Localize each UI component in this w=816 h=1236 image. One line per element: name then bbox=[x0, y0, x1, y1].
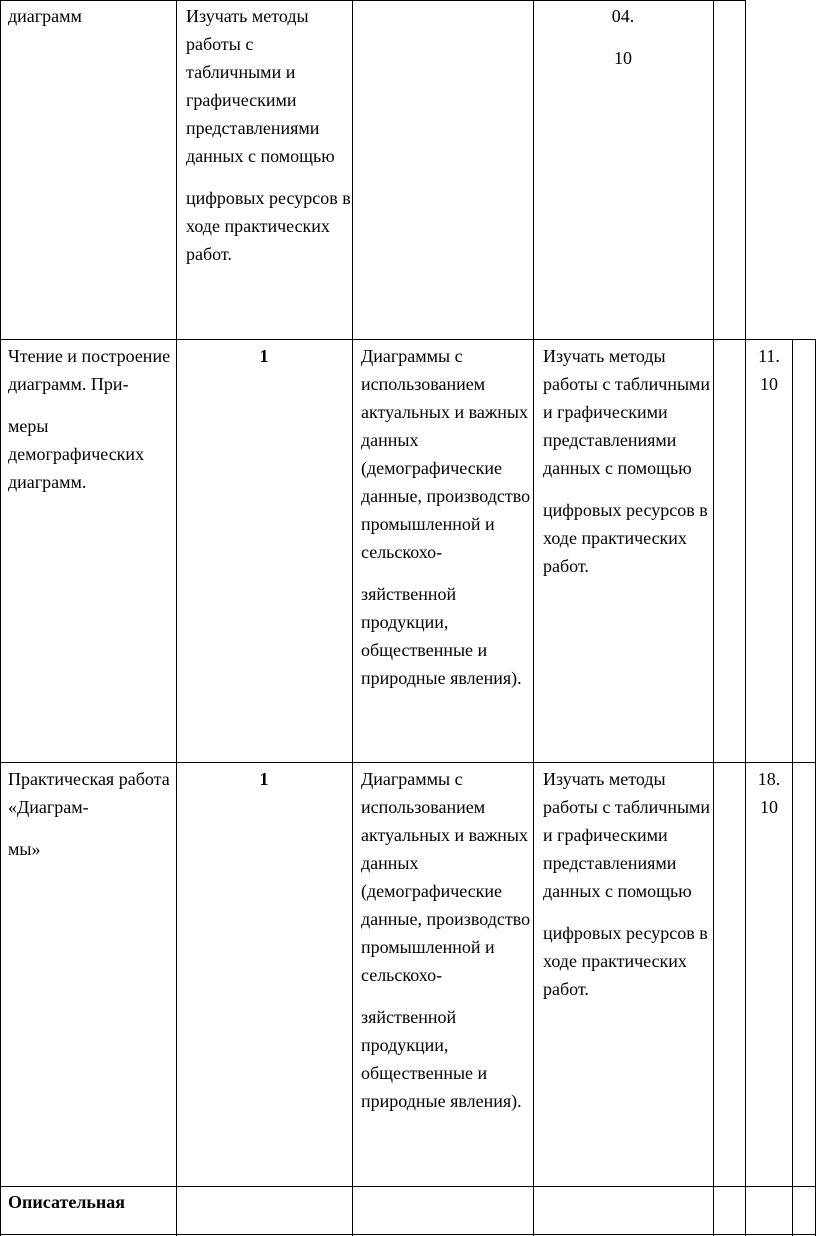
col-line bbox=[713, 0, 714, 1236]
hours-text: 1 bbox=[259, 346, 269, 366]
topic-cell bbox=[8, 2, 174, 30]
row-line bbox=[0, 1234, 816, 1235]
row-line bbox=[0, 1186, 816, 1187]
date-text: 10 bbox=[614, 48, 632, 68]
topic-cell bbox=[8, 765, 174, 863]
row-line bbox=[0, 339, 816, 340]
date-text: 04. bbox=[611, 6, 635, 26]
activity-cell bbox=[186, 2, 351, 268]
activity-text: Изучать методы работы с табличными и графическими представлениями данных с помощью bbox=[543, 769, 711, 901]
row-line bbox=[0, 0, 746, 1]
topic-cell bbox=[8, 1188, 174, 1216]
date-text: 11. 10 bbox=[758, 346, 780, 394]
activity-text: цифровых ресурсов в ходе практических работ. bbox=[543, 500, 708, 576]
topic-text: Чтение и построение диаграмм. При- bbox=[8, 346, 171, 394]
content-text: Диаграммы с использованием актуальных и важных данных (демографические данные, производство промышленной и сельскохо- bbox=[361, 346, 531, 562]
hours-text: 1 bbox=[259, 769, 269, 789]
topic-cell bbox=[8, 342, 174, 496]
activity-cell bbox=[543, 342, 711, 580]
date-text: 18. 10 bbox=[757, 769, 781, 817]
row-line bbox=[0, 762, 816, 763]
activity-text: цифровых ресурсов в ходе практических работ. bbox=[186, 188, 351, 264]
hours-cell bbox=[176, 342, 352, 370]
content-text: зяйственной продукции, общественные и природные явления). bbox=[361, 1007, 522, 1111]
topic-text: меры демографических диаграмм. bbox=[8, 416, 145, 492]
topic-text: Описательная bbox=[8, 1192, 126, 1212]
date-cell bbox=[533, 2, 713, 72]
col-line bbox=[0, 0, 1, 1236]
content-text: Диаграммы с использованием актуальных и важных данных (демографические данные, производство промышленной и сельскохо- bbox=[361, 769, 531, 985]
content-text: зяйственной продукции, общественные и природные явления). bbox=[361, 584, 522, 688]
content-cell bbox=[361, 342, 531, 692]
date-cell bbox=[749, 765, 789, 821]
col-line bbox=[352, 0, 353, 1236]
col-line bbox=[533, 0, 534, 1236]
col-line bbox=[792, 340, 793, 1236]
topic-text: мы» bbox=[8, 839, 41, 859]
col-line bbox=[176, 0, 177, 1236]
date-cell bbox=[749, 342, 789, 398]
col-line bbox=[745, 0, 746, 1236]
activity-cell bbox=[543, 765, 711, 1003]
activity-text: Изучать методы работы с табличными и графическими представлениями данных с помощью bbox=[543, 346, 711, 478]
topic-text: Практическая работа «Диаграм- bbox=[8, 769, 170, 817]
topic-text: диаграмм bbox=[8, 6, 82, 26]
activity-text: цифровых ресурсов в ходе практических работ. bbox=[543, 923, 708, 999]
content-cell bbox=[361, 765, 531, 1115]
hours-cell bbox=[176, 765, 352, 793]
activity-text: Изучать методы работы с табличными и графическими представлениями данных с помощью bbox=[186, 6, 335, 166]
